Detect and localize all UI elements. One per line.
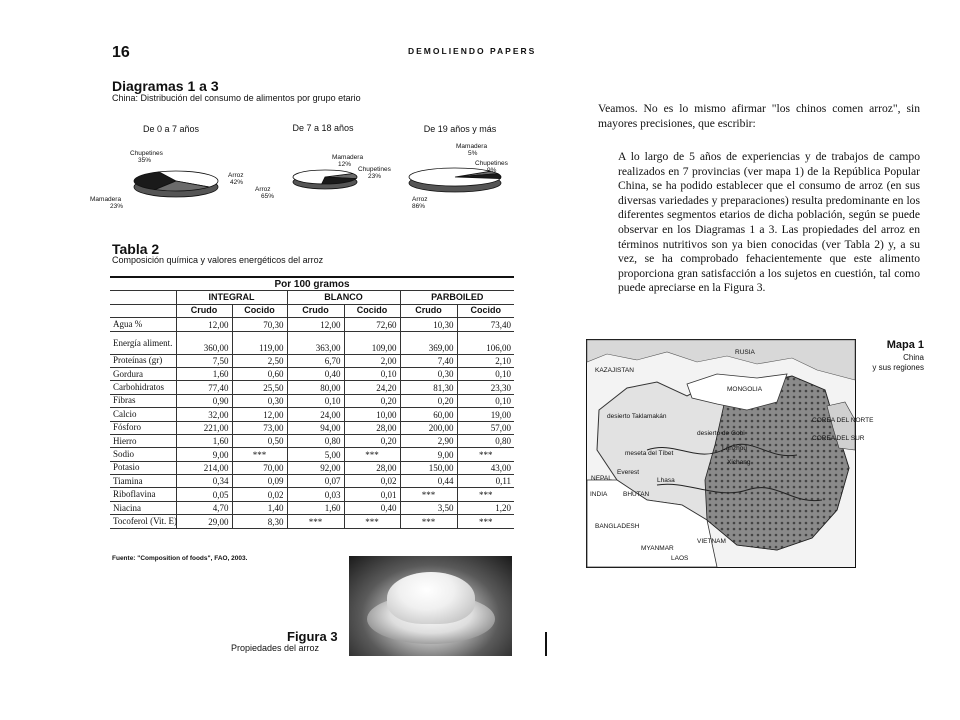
table-cell: 12,00 [232,408,287,421]
pie2-label-arroz: Arroz [412,196,428,203]
map-subtitle-line1: China [903,353,924,362]
map-label-mongolia: MONGOLIA [727,386,763,393]
table-row [110,515,514,528]
table-cell: 73,40 [457,318,514,331]
subheader: Crudo [400,304,457,317]
page-number: 16 [112,44,130,61]
binding-mark [545,632,547,656]
table-cell: 106,00 [457,331,514,354]
row-label: Hierro [110,434,176,447]
table-cell: 9,00 [176,448,232,461]
table-cell: 0,09 [232,475,287,488]
pie-7-18 [255,154,392,200]
pie0-label-arroz: Arroz [228,172,244,179]
group-integral: INTEGRAL [176,291,287,304]
table-cell: 5,00 [287,448,344,461]
table-row [110,354,514,367]
pie1-pct-arroz: 65% [261,193,275,200]
row-label: Riboflavina [110,488,176,501]
map-label-taklamakan: desierto Taklamakán [607,413,667,420]
table-top-header: Por 100 gramos [110,277,514,291]
table-title: Tabla 2 [112,241,160,257]
map-label-kazajistan: KAZAJISTAN [595,367,634,374]
map-label-everest: Everest [617,469,640,476]
table-cell: 0,01 [344,488,400,501]
subheader: Crudo [176,304,232,317]
table-cell: 2,10 [457,354,514,367]
row-label: Fibras [110,394,176,407]
table-cell: 72,60 [344,318,400,331]
table-cell: 6,70 [287,354,344,367]
table-cell: 1,60 [176,367,232,380]
figure3-subtitle: Propiedades del arroz [231,643,320,653]
table-row [110,331,514,354]
table-cell: 221,00 [176,421,232,434]
table-corner-2 [110,304,176,317]
subheader: Crudo [287,304,344,317]
row-label: Agua % [110,318,176,331]
pie-0-7 [90,150,244,210]
table-cell: 43,00 [457,461,514,474]
table-cell: 8,30 [232,515,287,528]
table-cell: 60,00 [400,408,457,421]
map-label-tibet: meseta del Tíbet [625,450,674,457]
table-cell: 1,40 [232,501,287,514]
table-cell: 0,10 [457,394,514,407]
table-cell: 363,00 [287,331,344,354]
pie-title-0-7: De 0 a 7 años [142,124,200,134]
table-cell: *** [457,448,514,461]
table-row [110,488,514,501]
table-source: Fuente: "Composition of foods", FAO, 2003. [112,555,248,562]
table-row [110,367,514,380]
table-cell: 2,00 [344,354,400,367]
pie1-label-mamadera: Mamadera [332,154,364,161]
group-parboiled: PARBOILED [400,291,514,304]
table-cell: 10,00 [344,408,400,421]
pie2-label-chupetines: Chupetines [475,160,508,167]
table-cell: 24,00 [287,408,344,421]
table-cell: 12,00 [176,318,232,331]
table-row [110,461,514,474]
table-cell: 3,50 [400,501,457,514]
table-cell: 0,80 [457,434,514,447]
table-cell: 19,00 [457,408,514,421]
row-label: Proteínas (gr) [110,354,176,367]
pie2-pct-arroz: 86% [412,203,426,210]
rice-mound-image [387,572,475,624]
table-cell: 0,07 [287,475,344,488]
table-cell: 2,50 [232,354,287,367]
table-cell: 80,00 [287,381,344,394]
table-cell: 0,02 [344,475,400,488]
table-cell: 0,10 [344,367,400,380]
pie0-pct-arroz: 42% [230,179,244,186]
table-cell: 214,00 [176,461,232,474]
table-cell: 70,00 [232,461,287,474]
table-cell: *** [344,515,400,528]
running-head: DEMOLIENDO PAPERS [408,46,537,56]
paragraph-intro: Veamos. No es lo mismo afirmar "los chinos comen arroz", sin mayores precisiones, que escribir: [598,102,920,130]
table-row [110,448,514,461]
table-cell: 9,00 [400,448,457,461]
figure3-title: Figura 3 [287,629,338,644]
row-label: Carbohidratos [110,381,176,394]
subheader: Cocido [344,304,400,317]
map-label-corea-sur: COREA DEL SUR [812,435,865,442]
table-cell: 25,50 [232,381,287,394]
table-cell: 119,00 [232,331,287,354]
table-cell: 360,00 [176,331,232,354]
table-cell: 0,34 [176,475,232,488]
pie0-pct-chupetines: 35% [138,157,152,164]
table-cell: 0,44 [400,475,457,488]
pie2-pct-chupetines: 9% [487,167,497,174]
table-cell: 94,00 [287,421,344,434]
pie-title-7-18: De 7 a 18 años [292,123,354,133]
table-cell: 92,00 [287,461,344,474]
table-cell: 4,70 [176,501,232,514]
table-row [110,475,514,488]
table-body [110,318,514,528]
table-row [110,318,514,331]
table-cell: 0,80 [287,434,344,447]
table-cell: 32,00 [176,408,232,421]
row-label: Energía aliment. [110,331,176,354]
map-label-laos: LAOS [671,555,689,562]
map-label-corea-norte: COREA DEL NORTE [812,417,874,424]
table-cell: 23,30 [457,381,514,394]
table-cell: 0,20 [344,434,400,447]
table-cell: *** [400,488,457,501]
map-label-nepal: NEPAL [591,475,612,482]
diagrams-title: Diagramas 1 a 3 [112,78,219,94]
map-label-myanmar: MYANMAR [641,545,674,552]
table-cell: *** [287,515,344,528]
table-cell: 57,00 [457,421,514,434]
map-title: Mapa 1 [886,339,924,351]
row-label: Calcio [110,408,176,421]
table-row [110,408,514,421]
subheader: Cocido [232,304,287,317]
pie-charts [90,135,530,220]
table-cell: *** [457,515,514,528]
table-cell: 0,20 [400,394,457,407]
table-cell: 1,20 [457,501,514,514]
table-cell: 1,60 [287,501,344,514]
table-cell: 73,00 [232,421,287,434]
table-cell: 0,03 [287,488,344,501]
table-cell: 7,40 [400,354,457,367]
map-label-rusia: RUSIA [735,349,755,356]
row-label: Potasio [110,461,176,474]
row-label: Sodio [110,448,176,461]
table-row [110,381,514,394]
table-cell: *** [232,448,287,461]
row-label: Fósforo [110,421,176,434]
table-cell: 0,02 [232,488,287,501]
table-cell: 28,00 [344,421,400,434]
table-cell: 0,11 [457,475,514,488]
pie0-label-mamadera: Mamadera [90,196,122,203]
table-cell: 10,30 [400,318,457,331]
table-row [110,394,514,407]
table-cell: 70,30 [232,318,287,331]
table-cell: 0,40 [287,367,344,380]
china-map [586,339,874,568]
table-cell: 0,05 [176,488,232,501]
pie0-pct-mamadera: 23% [110,203,124,210]
subheader: Cocido [457,304,514,317]
pie-19-plus [409,143,509,210]
table-cell: 77,40 [176,381,232,394]
pie0-label-chupetines: Chupetines [130,150,163,157]
table-row [110,434,514,447]
table-cell: 12,00 [287,318,344,331]
map-label-butan: BHUTAN [623,491,650,498]
table-cell: 0,30 [400,367,457,380]
table-cell: 200,00 [400,421,457,434]
table-row [110,501,514,514]
row-label: Niacina [110,501,176,514]
table-cell: 0,90 [176,394,232,407]
table-cell: 2,90 [400,434,457,447]
pie1-pct-mamadera: 12% [338,161,352,168]
table-cell: 0,30 [232,394,287,407]
row-label: Tiamina [110,475,176,488]
map-subtitle-line2: y sus regiones [872,363,924,372]
table-cell: 28,00 [344,461,400,474]
table-cell: 7,50 [176,354,232,367]
map-label-lhasa: Lhasa [657,477,675,484]
group-blanco: BLANCO [287,291,400,304]
table-subtitle: Composición química y valores energéticos del arroz [112,255,324,265]
row-label: Gordura [110,367,176,380]
table-cell: 0,40 [344,501,400,514]
table-cell: *** [400,515,457,528]
map-subtitle [850,353,924,373]
table-cell: 150,00 [400,461,457,474]
composition-table [110,276,514,529]
diagrams-subtitle: China: Distribución del consumo de alimentos por grupo etario [112,93,361,103]
map-label-lanzhou: Lanzhou [722,445,747,452]
map-drawing [587,340,874,567]
table-cell: 0,50 [232,434,287,447]
table-cell: 369,00 [400,331,457,354]
paragraph-main: A lo largo de 5 años de experiencias y de trabajos de campo realizados en 7 provincias (ver mapa 1) de la República Popular China, se ha podido establecer que el consumo de arroz (en sus diversas variedades y preparaciones) resulta predominante en los diferentes segmentos etarios de dicha población, según se puede observar en los Diagramas 1 a 3. Las propiedades del arroz en términos nutritivos son ya bien conocidas (ver Tabla 2) y, a su vez, se ha comprobado fehacientemente que este alimento proporciona gran satisfacción a los sujetos en cuestión, tal como puede apreciarse en la Figura 3. [618,150,920,295]
table-cell: 0,60 [232,367,287,380]
map-label-xichang: Xichang [727,459,751,466]
rice-photo [349,556,512,656]
map-label-gobi: desierto de Gobi [697,430,745,437]
table-cell: 0,10 [457,367,514,380]
table-cell: 1,60 [176,434,232,447]
table-cell: 0,10 [287,394,344,407]
pie-title-19-plus: De 19 años y más [423,124,497,134]
table-cell: 29,00 [176,515,232,528]
table-cell: 0,20 [344,394,400,407]
table-cell: 24,20 [344,381,400,394]
map-label-india: INDIA [590,491,608,498]
table-corner [110,291,176,304]
table-cell: *** [457,488,514,501]
pie1-pct-chupetines: 23% [368,173,382,180]
row-label: Tocoferol (Vit. E) [110,515,176,528]
pie2-pct-mamadera: 5% [468,150,478,157]
pie1-label-chupetines: Chupetines [358,166,391,173]
map-label-bangladesh: BANGLADESH [595,523,640,530]
pie1-label-arroz: Arroz [255,186,271,193]
table-cell: 81,30 [400,381,457,394]
table-row [110,421,514,434]
map-label-vietnam: VIETNAM [697,538,726,545]
pie2-label-mamadera: Mamadera [456,143,488,150]
table-cell: *** [344,448,400,461]
table-cell: 109,00 [344,331,400,354]
